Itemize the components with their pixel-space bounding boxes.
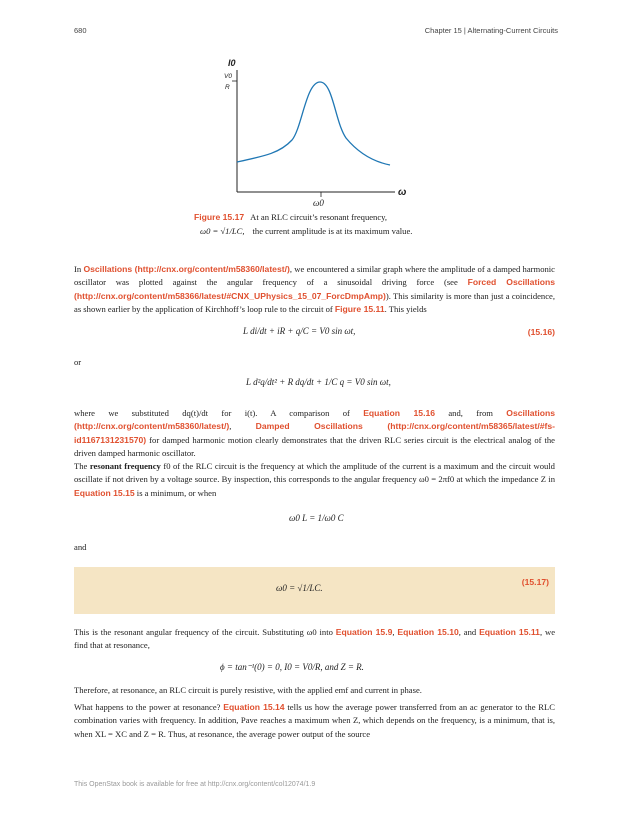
text: This is the resonant angular frequency of the circuit. Substituting ω0 into	[74, 627, 336, 637]
caption-equation: ω0 = √1/LC,	[200, 226, 245, 236]
footer-note: This OpenStax book is available for free at http://cnx.org/content/col12074/1.9	[74, 781, 316, 788]
equation-15-14-link[interactable]: Equation 15.14	[223, 702, 285, 712]
text: ,	[229, 421, 256, 432]
chapter-header: Chapter 15 | Alternating-Current Circuits	[424, 26, 558, 35]
paragraph-5: Therefore, at resonance, an RLC circuit is purely resistive, with the applied emf and current in phase.	[74, 685, 422, 695]
text: ). This similarity is more than just a coincidence, as shown earlier by the application of Kirchhoff’s loop rule to the circuit of	[74, 290, 555, 315]
text: f0 of the RLC circuit is the frequency at which the amplitude of the current is a maximum and the circuit would oscillate if not driven by a voltage source. By inspection, this corresponds to the angular frequency ω0 = 2πf0 at which the impedance Z in	[74, 461, 555, 485]
equation-number-15-16: (15.16)	[527, 327, 555, 337]
resonance-figure	[220, 58, 400, 208]
equation-15-10-link[interactable]: Equation 15.10	[397, 627, 459, 637]
figure-15-11-link[interactable]: Figure 15.11	[334, 304, 385, 315]
oscillations-link-2[interactable]: Oscillations (http://cnx.org/content/m58360/latest/)	[74, 408, 556, 432]
text: , we encountered a similar graph where the amplitude of a damped harmonic oscillator was plotted against the angular frequency of a sinusoidal driving force (see	[74, 264, 555, 288]
y-tick-numerator: V0	[224, 73, 232, 80]
resonance-curve	[237, 82, 390, 165]
equation-15-9-link[interactable]: Equation 15.9	[335, 627, 393, 637]
equation-15-15-link[interactable]: Equation 15.15	[74, 487, 135, 498]
key-term: resonant frequency	[89, 461, 161, 471]
text: is a minimum, or when	[134, 487, 217, 498]
resonance-results-equation: ϕ = tan⁻¹(0) = 0, I0 = V0/R, and Z = R.	[220, 662, 364, 672]
x-tick-label: ω0	[313, 198, 324, 208]
paragraph-2	[74, 407, 555, 461]
paragraph-4	[74, 626, 555, 653]
or-text: or	[74, 357, 82, 367]
text: tells us how the average power transferred from an ac generator to the RLC combination varies with frequency. In addition, Pave reaches a maximum when Z, which depends on the frequency, is a minimum, that is, when XL = XC and Z = R. Thus, at resonance, the average power output of the source	[74, 702, 556, 739]
paragraph-3	[74, 460, 555, 500]
x-axis-label: ω	[398, 187, 407, 198]
figure-caption	[194, 210, 474, 238]
equation-15-17: ω0 = √1/LC.	[276, 583, 323, 593]
equation-second-order: L d²q/dt² + R dq/dt + 1/C q = V0 sin ωt,	[246, 377, 391, 387]
text: and, from	[435, 408, 507, 418]
equation-number-15-17: (15.17)	[521, 577, 549, 587]
text: In	[74, 264, 84, 274]
caption-line2: the current amplitude is at its maximum value.	[252, 226, 413, 236]
text: The	[74, 461, 90, 471]
text: , and	[458, 627, 480, 637]
paragraph-6	[74, 701, 555, 741]
text: where we substituted dq(t)/dt for i(t). A comparison of	[74, 408, 364, 418]
text: . This yields	[384, 304, 427, 315]
equation-15-11-link[interactable]: Equation 15.11	[479, 627, 540, 637]
caption-line1: At an RLC circuit’s resonant frequency,	[250, 212, 388, 222]
figure-label: Figure 15.17	[194, 212, 245, 222]
damped-oscillations-link[interactable]: Damped Oscillations (http://cnx.org/content/m58365/latest/#fs-id1167131231570)	[74, 421, 556, 445]
text: for damped harmonic motion clearly demonstrates that the driven RLC series circuit is the electrical analog of the driven damped harmonic oscillator.	[74, 434, 555, 459]
paragraph-1	[74, 263, 555, 317]
forced-oscillations-link[interactable]: Forced Oscillations (http://cnx.org/content/m58366/latest/#CNX_UPhysics_15_07_ForcDmpAmp)	[74, 277, 555, 301]
oscillations-link[interactable]: Oscillations (http://cnx.org/content/m58360/latest/)	[83, 264, 290, 274]
text: What happens to the power at resonance?	[74, 702, 224, 712]
resonance-condition-equation: ω0 L = 1/ω0 C	[289, 513, 344, 523]
and-text: and	[74, 542, 87, 552]
y-tick-denominator: R	[225, 84, 230, 91]
text: ,	[392, 627, 398, 637]
text: , we find that at resonance,	[74, 627, 556, 651]
equation-15-16-link[interactable]: Equation 15.16	[363, 408, 436, 418]
y-axis-label: I0	[228, 58, 236, 68]
equation-15-16: L di/dt + iR + q/C = V0 sin ωt,	[243, 326, 356, 336]
page-number: 680	[74, 26, 87, 35]
